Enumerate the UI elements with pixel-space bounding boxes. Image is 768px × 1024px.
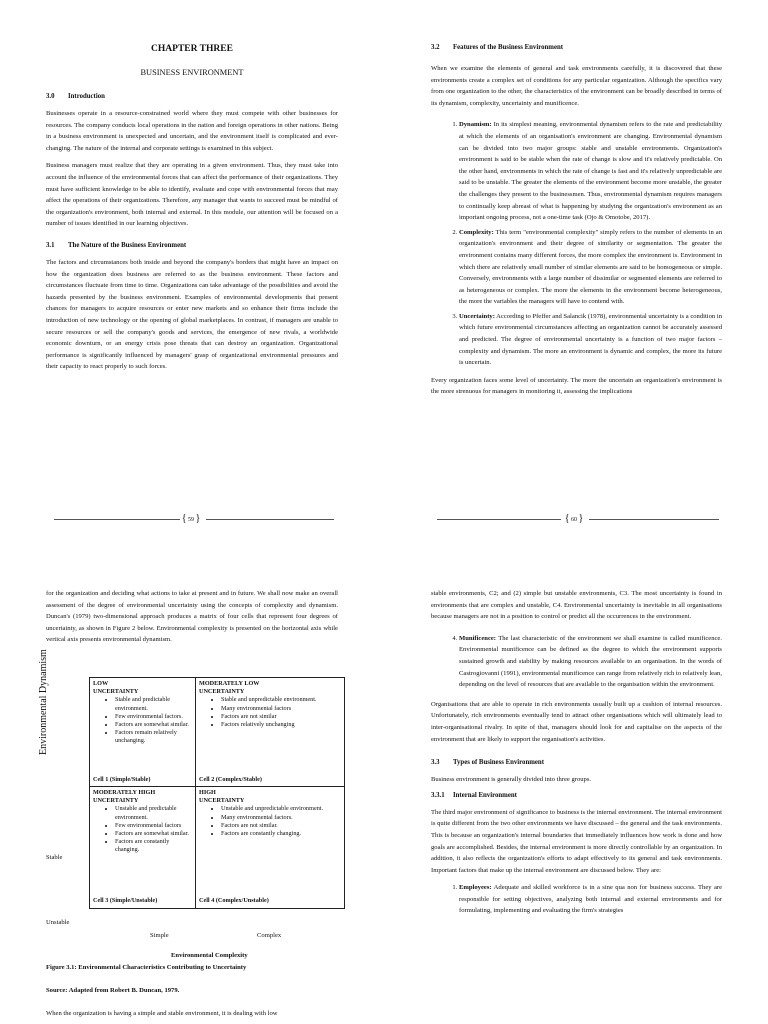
cell-1: LOW UNCERTAINTY • Stable and predictable environment. • Few environmental factors. • Factors are somewhat similar. • Factors remain relatively unchanging. Cell 1 (Simple/Stable) [93,680,193,784]
paragraph: for the organization and deciding what actions to take at present and in future. We shall now make an overall assessment of the degree of environmental uncertainty using the concepts of complexity and dynamism. Duncan's (1979) two-dimensional approach produces a matrix of four cells that represent four degrees of uncertainty, as shown in Figure 2 below. Environmental complexity is presented on the horizontal axis while vertical axis presents environmental dynamism. [46,590,338,644]
page-number-60: { 60 } [431,513,722,525]
section-heading-3-0: 3.0 Introduction [46,93,105,100]
cell-caption: Cell 4 (Complex/Unstable) [199,896,269,904]
list-item: 2. Complexity: This term "environmental complexity" simply refers to the number of elements in an organization's environment and their degree of similarity or segmentation. The greater the environment contains many different forces, the more complex the environment is. Environment in which there are relatively small number of similar elements are said to be homogeneous or simple. Conversely, environments with a large number of dissimilar or segmented elements are referred to as heterogeneous or complex. The more the elements in the environment become heterogeneous, the more the variables the managers will have to contend with. [459,227,722,308]
chapter-subtitle: BUSINESS ENVIRONMENT [140,68,244,77]
cell-caption: Cell 3 (Simple/Unstable) [93,896,158,904]
page-60 [431,44,722,404]
chapter-title: CHAPTER THREE [151,44,233,54]
features-list [431,119,722,368]
x-axis-label: Environmental Complexity [171,952,248,959]
section-heading-3-2: 3.2 Features of the Business Environment [431,44,564,51]
section-heading-3-1: 3.1 The Nature of the Business Environment [46,241,187,249]
cell-caption: Cell 1 (Simple/Stable) [93,775,151,783]
section-heading-3-3-1: 3.3.1 Internal Environment [431,791,517,799]
uncertainty-matrix [89,677,345,909]
paragraph: When the organization is having a simple and stable environment, it is dealing with low [46,1010,278,1017]
label-simple: Simple [150,932,169,939]
paragraph: Organisations that are able to operate in rich environments usually built up a cushion of internal resources. Unfortunately, rich environments eventually tend to attract other organisations which will ultimately lead to inter-organisational rivalry. In spite of that, managers should look for and capitalise on the aspects of the environment that are likely to support the organisation's activities. [431,700,722,743]
paragraph: Business managers must realize that they are operating in a given environment. Thus, they must take into account the influence of the environmental forces that can affect the performance of their organizations. They must have sufficient knowledge to be able to identify, evaluate and cope with environmental forces that may affect the operations of their organizations. Therefore, any manager that wants to succeed must be mindful of the organization's environment, both internal and external. In this module, our attention will be focused on a number of issues identified in our learning objectives. [46,162,338,228]
paragraph: When we examine the elements of general and task environments carefully, it is discovered that these environments create a complex set of conditions for any particular organization. Although the specifics vary from one organization to the other, the characteristics of the environment can be broadly described in terms of its dynamism, complexity, uncertainty and munificence. [431,65,722,107]
paragraph: Businesses operate in a resource-constrained world where they must compete with other businesses for resources. The company conducts local operations in the nation and foreign operations in other nations. Being in a business environment is unexpected and uncertain, and the environment itself is complicated and ever-changing. The nature of the internal and corporate settings is examined in this subject. [46,110,338,152]
paragraph: stable environments, C2; and (2) simple but unstable environments, C3. The most uncertainty is found in environments that are complex and unstable, C4. Environmental uncertainty is inevitable in all organisations because managers are not in a position to control or predict all the occurrences in the environment. [431,590,722,621]
cell-2: MODERATELY LOW UNCERTAINTY • Stable and unpredictable environment. • Many environmental factors • Factors are not similar • Factors relatively unchanging Cell 2 (Complex/Stable) [199,680,341,784]
list-item: 1. Dynamism: In its simplest meaning, environmental dynamism refers to the rate and predictability at which the elements of an organisation's environment are changing. Environmental dynamism can be divided into two major groups: stable and unstable environments. Organization's environment is said to be stable when the rate of change is slow and it's relatively predictable. On the other hand, environments in which the rate of change is fast and it's relatively unpredictable are said to be unstable. The greater the elements of the environment become more unstable, the greater the challenges they present to the businessmen. Thus, environmental dynamism requires managers to continually keep abreast of what is happening by studying the organization's environment as an important ongoing process, not a one-time task (Ojo & Omotobe, 2017). [459,119,722,223]
cell-4: HIGH UNCERTAINTY • Unstable and unpredictable environment. • Many environmental factors. • Factors are not similar. • Factors are constantly changing. Cell 4 (Complex/Unstable) [199,789,341,905]
page-61 [46,588,338,652]
page-62 [431,588,722,920]
y-axis-label: Environmental Dynamism [38,649,49,755]
list-item: 4. Munificence: The last characteristic of the environment we shall examine is called munificence. Environmental munificence can be defined as the degree to which the environment supports sustained growth and stability by making resources available to an organisation. In the words of Castrogiovanni (1991), environmental munificence can range from relatively rich to relatively lean, depending on the level of resources that are available to the organisation within the environment. [459,633,722,691]
label-stable: Stable [46,854,63,861]
list-item: 3. Uncertainty: According to Pfeffer and Salancik (1978), environmental uncertainty is a condition in which future environmental circumstances affecting an organization cannot be accurately assessed and predicted. The degree of environmental uncertainty is a function of two major factors – complexity and dynamism. The more an environment is dynamic and complex, the more its future is uncertain. [459,311,722,369]
cell-caption: Cell 2 (Complex/Stable) [199,775,262,783]
page-59 [46,44,338,379]
label-unstable: Unstable [46,919,70,926]
section-heading-3-3: 3.3 Types of Business Environment [431,759,544,767]
features-list-continued [431,633,722,691]
page-number-59: { 59 } [46,513,338,525]
internal-factors-list [431,882,722,917]
paragraph: The factors and circumstances both inside and beyond the company's borders that might have an impact on how the organization does business are referred to as the business environment. These factors and circumstances fluctuate from time to time. Organizations can take advantage of the possibilities and avoid the hazards presented by the business environment. Examples of environmental developments that present chances for managers to acquire resources or enter new markets and so enhance their firms include the introduction of new technology or the opening of global marketplaces. In contrast, if managers are unable to secure resources or sell the company's goods and services, the emergence of new rivals, a worldwide economic downturn, or an energy crisis pose threats that can destroy an organization. Organizational performance is significantly influenced by managers' grasp of organizational environmental pressures and their capacity to react properly to such forces. [46,258,338,371]
figure-source: Source: Adapted from Robert B. Duncan, 1979. [46,987,180,994]
cell-3: MODERATELY HIGH UNCERTAINTY • Unstable and predictable environment. • Few environmental factors • Factors are somewhat similar. • Factors are constantly changing. Cell 3 (Simple/Unstable) [93,789,193,905]
paragraph: Business environment is generally divided into three groups. [431,776,592,784]
figure-caption: Figure 3.1: Environmental Characteristics Contributing to Uncertainty [46,964,247,971]
list-item: 1. Employees: Adequate and skilled workforce is in a sine qua non for business success. They are responsible for setting objectives, analyzing both internal and external environments and for formulating, implementing and evaluating the firm's strategies [459,882,722,917]
paragraph: The third major environment of significance to business is the internal environment. The internal environment is quite different from the two other environments we have discussed – the general and the task environments. This is because an organization's internal boundaries that immediately influences how work is done and how goals are accomplished. Besides, the internal environment is more directly controllable by an organization. In addition, it also reflects the organization's efforts to adapt effectively to its general and task environments. Important factors that make up the internal environment are discussed below. They are: [431,808,722,874]
label-complex: Complex [257,932,282,939]
paragraph: Every organization faces some level of uncertainty. The more the uncertain an organization's environment is the more strenuous for managers in monitoring it, assessing the implications [431,376,722,396]
